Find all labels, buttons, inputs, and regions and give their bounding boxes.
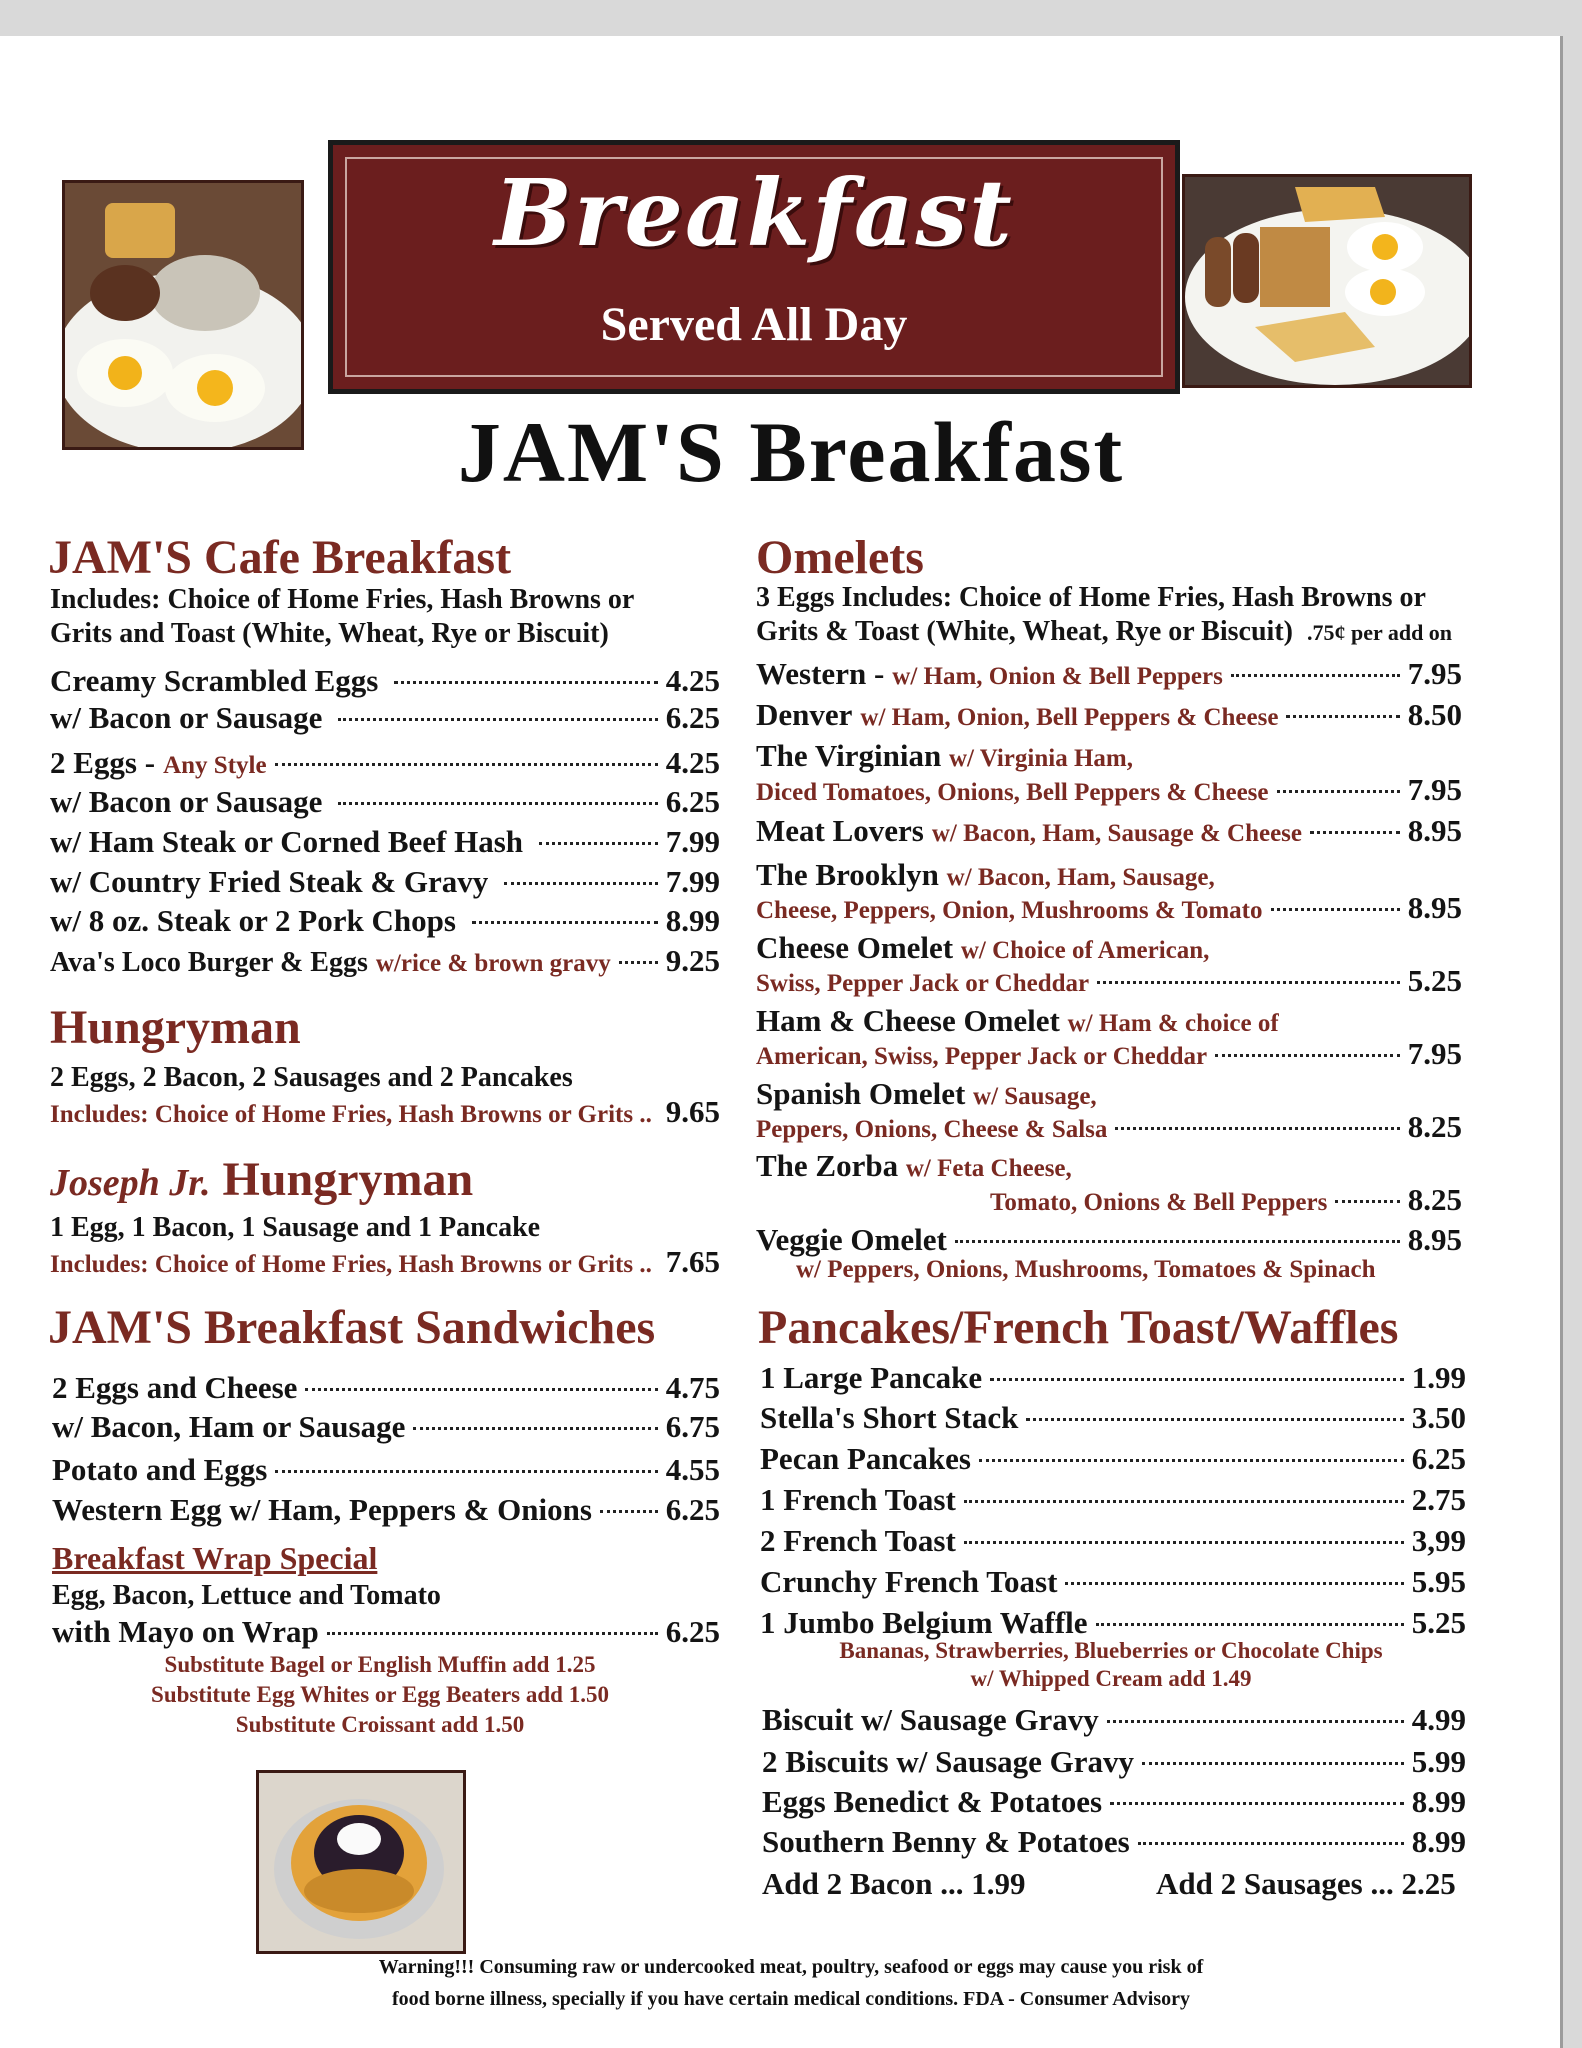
menu-item: American, Swiss, Pepper Jack or Cheddar 7.95 (756, 1036, 1462, 1071)
sandwiches-heading: JAM'S Breakfast Sandwiches (48, 1301, 656, 1354)
banner-script-title: Breakfast (494, 159, 1014, 267)
add-bacon: Add 2 Bacon ... 1.99 (762, 1866, 1026, 1901)
menu-item: w/ Country Fried Steak & Gravy 7.99 (50, 864, 720, 899)
omelets-desc2-text: Grits & Toast (White, Wheat, Rye or Biscuit) (756, 616, 1293, 647)
menu-item: Eggs Benedict & Potatoes 8.99 (762, 1784, 1466, 1819)
spanish-note1: w/ Sausage, (973, 1083, 1097, 1110)
menu-item: Potato and Eggs 4.55 (52, 1452, 720, 1487)
virginian-name: The Virginian (756, 738, 942, 773)
menu-item: 1 Large Pancake 1.99 (760, 1360, 1466, 1395)
zorba-note1: w/ Feta Cheese, (905, 1155, 1072, 1182)
junior-title: Hungryman (222, 1153, 474, 1206)
omelets-desc-line2 (756, 616, 1452, 648)
cafe-desc-line2: Grits and Toast (White, Wheat, Rye or Biscuit) (50, 618, 609, 649)
menu-item: Stella's Short Stack 3.50 (760, 1400, 1466, 1435)
menu-item: with Mayo on Wrap 6.25 (52, 1614, 720, 1649)
menu-item: Diced Tomatoes, Onions, Bell Peppers & Cheese 7.95 (756, 772, 1462, 807)
ham-cheese-line1 (756, 1003, 1279, 1039)
menu-item: w/ 8 oz. Steak or 2 Pork Chops 8.99 (50, 903, 720, 938)
junior-prefix: Joseph Jr. (50, 1162, 211, 1204)
menu-item: 2 Biscuits w/ Sausage Gravy 5.99 (762, 1744, 1466, 1779)
waffle-note: w/ Whipped Cream add 1.49 (970, 1666, 1252, 1691)
menu-item: Southern Benny & Potatoes 8.99 (762, 1824, 1466, 1859)
substitute-note: Substitute Croissant add 1.50 (235, 1712, 525, 1737)
page-title: JAM'S Breakfast (457, 404, 1125, 500)
hungryman-heading: Hungryman (50, 1001, 301, 1054)
cafe-breakfast-heading: JAM'S Cafe Breakfast (48, 531, 512, 584)
menu-item: w/ Bacon or Sausage 6.25 (50, 700, 720, 735)
menu-item: Crunchy French Toast 5.95 (760, 1564, 1466, 1599)
substitute-note: Substitute Egg Whites or Egg Beaters add 1.50 (151, 1682, 609, 1707)
add-sausages: Add 2 Sausages ... 2.25 (1156, 1866, 1456, 1901)
ham-cheese-note1: w/ Ham & choice of (1067, 1010, 1279, 1037)
warning-line1: Warning!!! Consuming raw or undercooked meat, poultry, seafood or eggs may cause you risk of (378, 1956, 1204, 1978)
wrap-special-heading: Breakfast Wrap Special (52, 1540, 378, 1576)
menu-item: w/ Bacon, Ham or Sausage 6.75 (52, 1409, 720, 1444)
wrap-line1: Egg, Bacon, Lettuce and Tomato (52, 1580, 441, 1611)
menu-item: Biscuit w/ Sausage Gravy 4.99 (762, 1702, 1466, 1737)
ham-cheese-name: Ham & Cheese Omelet (756, 1003, 1060, 1038)
warning-line2: food borne illness, specially if you have certain medical conditions. FDA - Consumer Advisory (392, 1988, 1190, 2010)
menu-item: Western - w/ Ham, Onion & Bell Peppers 7.95 (756, 656, 1462, 691)
menu-item: Peppers, Onions, Cheese & Salsa 8.25 (756, 1109, 1462, 1144)
banner-subtitle: Served All Day (600, 298, 908, 351)
brooklyn-note1: w/ Bacon, Ham, Sausage, (946, 864, 1215, 891)
brooklyn-line1 (756, 857, 1215, 893)
veggie-note: w/ Peppers, Onions, Mushrooms, Tomatoes & Spinach (796, 1256, 1376, 1283)
zorba-name: The Zorba (756, 1148, 899, 1183)
menu-item: Tomato, Onions & Bell Peppers 8.25 (990, 1182, 1462, 1217)
menu-item: Ava's Loco Burger & Eggs w/rice & brown gravy 9.25 (50, 943, 720, 978)
spanish-line1 (756, 1076, 1097, 1112)
cheese-omelet-line1 (756, 930, 1209, 966)
breakfast-banner (328, 140, 1180, 394)
menu-item: Western Egg w/ Ham, Peppers & Onions 6.25 (52, 1492, 720, 1527)
pancakes-heading: Pancakes/French Toast/Waffles (758, 1301, 1399, 1354)
cheese-omelet-name: Cheese Omelet (756, 930, 954, 965)
breakfast-plate-photo-right (1182, 174, 1472, 388)
menu-item: 2 Eggs and Cheese 4.75 (52, 1370, 720, 1405)
substitute-note: Substitute Bagel or English Muffin add 1.25 (164, 1652, 596, 1677)
menu-item: w/ Ham Steak or Corned Beef Hash 7.99 (50, 824, 720, 859)
menu-item: Denver w/ Ham, Onion, Bell Peppers & Cheese 8.50 (756, 697, 1462, 732)
menu-item: Veggie Omelet 8.95 (756, 1222, 1462, 1257)
menu-item: 2 Eggs - Any Style 4.25 (50, 745, 720, 780)
spanish-name: Spanish Omelet (756, 1076, 966, 1111)
junior-includes: Includes: Choice of Home Fries, Hash Browns or Grits .. 7.65 (50, 1244, 720, 1279)
omelets-desc-line1: 3 Eggs Includes: Choice of Home Fries, Hash Browns or (756, 582, 1426, 613)
menu-item: Pecan Pancakes 6.25 (760, 1441, 1466, 1476)
zorba-line1 (756, 1148, 1072, 1184)
cafe-desc-line1: Includes: Choice of Home Fries, Hash Browns or (50, 584, 635, 615)
hungryman-line1: 2 Eggs, 2 Bacon, 2 Sausages and 2 Pancakes (50, 1062, 573, 1093)
waffle-note: Bananas, Strawberries, Blueberries or Chocolate Chips (839, 1638, 1383, 1663)
menu-item: 1 French Toast 2.75 (760, 1482, 1466, 1517)
omelets-heading: Omelets (756, 531, 924, 584)
cheese-omelet-note1: w/ Choice of American, (960, 937, 1210, 964)
virginian-note1: w/ Virginia Ham, (948, 745, 1133, 772)
waffle-dessert-photo (256, 1770, 466, 1954)
virginian-line1 (756, 738, 1133, 774)
omelets-desc2-note: .75¢ per add on (1306, 620, 1453, 645)
brooklyn-name: The Brooklyn (756, 857, 939, 892)
junior-hungryman-heading (50, 1152, 473, 1207)
junior-line1: 1 Egg, 1 Bacon, 1 Sausage and 1 Pancake (50, 1212, 541, 1243)
menu-item: Swiss, Pepper Jack or Cheddar 5.25 (756, 963, 1462, 998)
menu-item: 2 French Toast 3,99 (760, 1523, 1466, 1558)
hungryman-includes: Includes: Choice of Home Fries, Hash Browns or Grits .. 9.65 (50, 1094, 720, 1129)
menu-item: 1 Jumbo Belgium Waffle 5.25 (760, 1605, 1466, 1640)
menu-item: Meat Lovers w/ Bacon, Ham, Sausage & Cheese 8.95 (756, 813, 1462, 848)
menu-item: w/ Bacon or Sausage 6.25 (50, 784, 720, 819)
menu-item: Cheese, Peppers, Onion, Mushrooms & Tomato 8.95 (756, 890, 1462, 925)
menu-item: Creamy Scrambled Eggs 4.25 (50, 663, 720, 698)
